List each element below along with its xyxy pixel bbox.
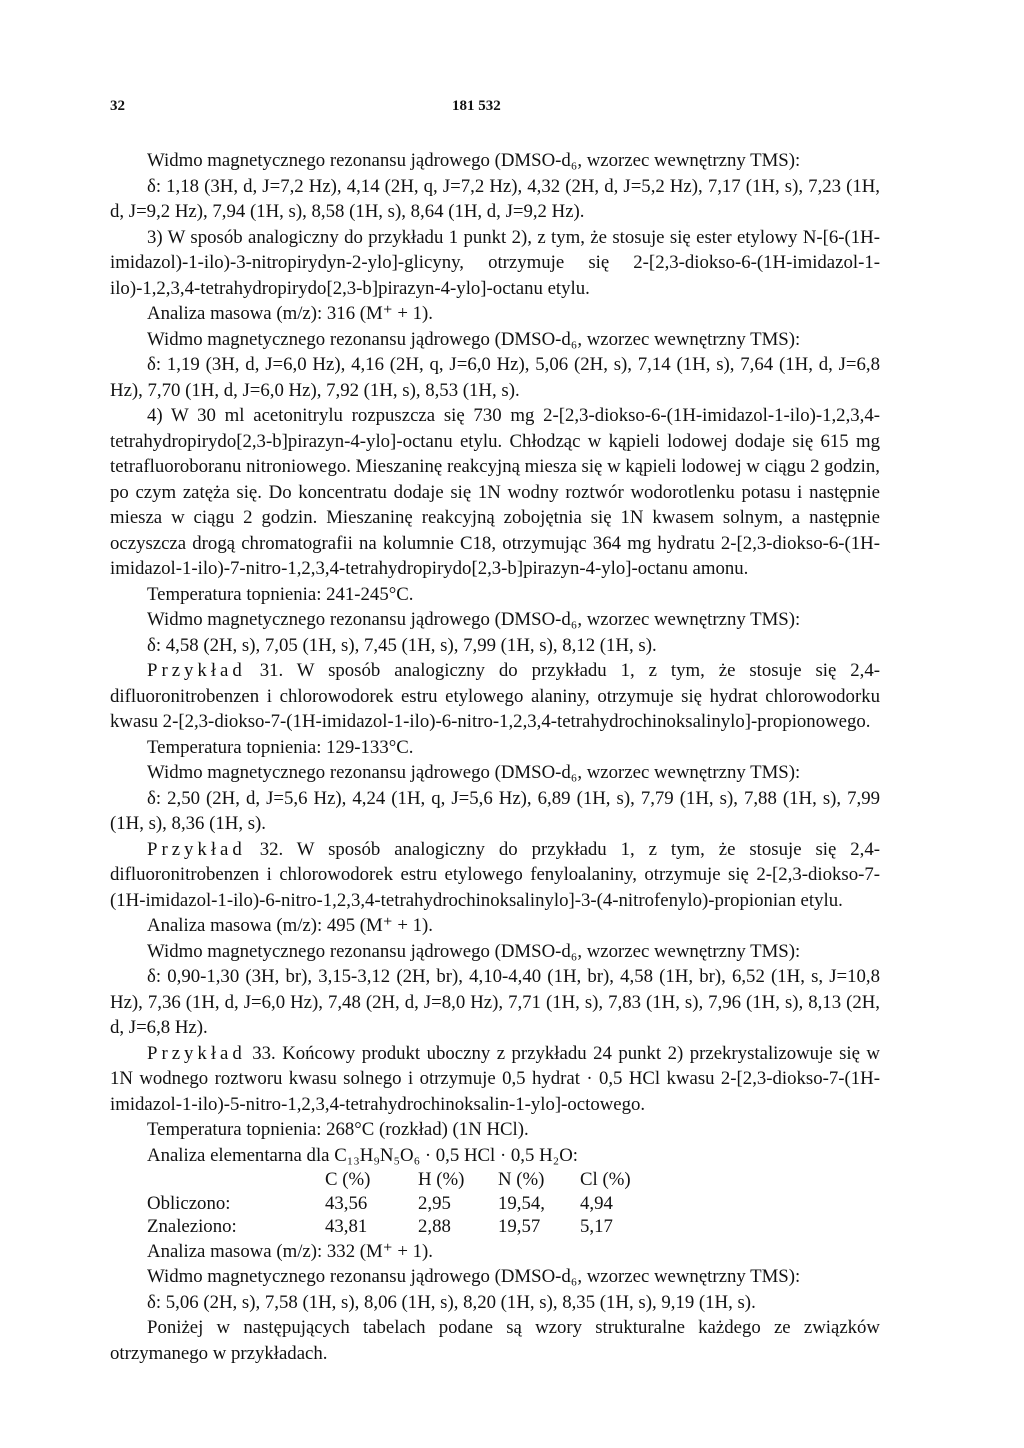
paragraph: Widmo magnetycznego rezonansu jądrowego (DMSO-d₆, wzorzec wewnętrzny TMS):: [147, 762, 801, 783]
table-cell: 43,81: [325, 1216, 368, 1237]
paragraph: Widmo magnetycznego rezonansu jądrowego (DMSO-d₆, wzorzec wewnętrzny TMS):: [147, 940, 801, 962]
paragraph: Analiza elementarna dla C₁₃H₉N₅O₆ · 0,5 HCl · 0,5 H₂O:: [147, 1144, 578, 1166]
page-header: [110, 98, 880, 118]
table-cell: 19,57: [498, 1216, 541, 1237]
table-cell: 2,95: [418, 1192, 451, 1214]
table-cell: 19,54,: [498, 1192, 545, 1214]
paragraph: Widmo magnetycznego rezonansu jądrowego (DMSO-d₆, wzorzec wewnętrzny TMS):: [147, 609, 801, 630]
paragraph: Temperatura topnienia: 241-245°C.: [147, 583, 414, 605]
example-label: Przykład: [147, 838, 246, 860]
table-cell: 2,88: [418, 1216, 451, 1237]
example-label: Przykład: [147, 1042, 246, 1064]
table-header-row: [147, 1168, 650, 1192]
table-row: [147, 1215, 650, 1239]
paragraph: Widmo magnetycznego rezonansu jądrowego (DMSO-d₆, wzorzec wewnętrzny TMS):: [147, 150, 801, 171]
table-cell: 43,56: [325, 1192, 368, 1214]
paragraph: 4) W 30 ml acetonitrylu rozpuszcza się 730 mg 2-[2,3-diokso-6-(1H-imidazol-1-ilo)-1,2,3,4-tetrahydropirydo[2,3-b]pirazyn-4-ylo]-octanu etylu. Chłodząc w kąpieli lodowej dodaje się 615 mg tetrafluoroboranu nitroniowego. Mieszaninę reakcyjną miesza się w kąpieli lodowej w ciągu 2 godzin, po czym zatęża się. Do koncentratu dodaje się 1N wodny roztwór wodorotlenku potasu i następnie miesza w ciągu 2 godzin. Mieszaninę reakcyjną zobojętnia się 1N kwasem solnym, a następnie oczyszcza drogą chromatografii na kolumnie C18, otrzymując 364 mg hydratu 2-[2,3-diokso-6-(1H-imidazol-1-ilo)-7-nitro-1,2,3,4-tetrahydropirydo[2,3-b]pirazyn-4-ylo]-octanu amonu.: [110, 405, 880, 579]
paragraph: δ: 4,58 (2H, s), 7,05 (1H, s), 7,45 (1H, s), 7,99 (1H, s), 8,12 (1H, s).: [147, 634, 657, 656]
table-header-cell: H (%): [418, 1169, 465, 1190]
table-row: [147, 1192, 650, 1216]
example-paragraph: [110, 658, 880, 735]
paragraph: Analiza masowa (m/z): 316 (M⁺ + 1).: [147, 303, 433, 324]
table-header-cell: Cl (%): [580, 1169, 631, 1190]
table-cell: 4,94: [580, 1192, 613, 1214]
paragraph: 3) W sposób analogiczny do przykładu 1 punkt 2), z tym, że stosuje się ester etylowy N-[6-(1H-imidazol)-1-ilo)-3-nitropirydyn-2-ylo]-glicyny, otrzymuje się 2-[2,3-diokso-6-(1H-imidazol-1-ilo)-1,2,3,4-tetrahydropirydo[2,3-b]pirazyn-4-ylo]-octanu etylu.: [110, 226, 880, 299]
paragraph: Analiza masowa (m/z): 332 (M⁺ + 1).: [147, 1240, 433, 1262]
example-text: 33. Końcowy produkt uboczny z przykładu 24 punkt 2) przekrystalizowuje się w 1N wodnego roztworu kwasu solnego i otrzymuje 0,5 hydrat · 0,5 HCl kwasu 2-[2,3-diokso-7-(1H-imidazol-1-ilo)-5-nitro-1,2,3,4-tetrahydrochinoksalin-1-ylo]-octowego.: [110, 1042, 880, 1115]
table-cell: Znaleziono:: [147, 1216, 237, 1237]
paragraph: δ: 2,50 (2H, d, J=5,6 Hz), 4,24 (1H, q, J=5,6 Hz), 6,89 (1H, s), 7,79 (1H, s), 7,88 (1H, s), 7,99 (1H, s), 8,36 (1H, s).: [110, 787, 880, 834]
table-cell: 5,17: [580, 1216, 613, 1237]
table-cell: Obliczono:: [147, 1192, 231, 1214]
paragraph: Temperatura topnienia: 268°C (rozkład) (1N HCl).: [147, 1119, 529, 1140]
paragraph: δ: 1,18 (3H, d, J=7,2 Hz), 4,14 (2H, q, J=7,2 Hz), 4,32 (2H, d, J=5,2 Hz), 7,17 (1H, s), 7,23 (1H, d, J=9,2 Hz), 7,94 (1H, s), 8,58 (1H, s), 8,64 (1H, d, J=9,2 Hz).: [110, 175, 880, 222]
table-header-cell: [147, 1168, 325, 1192]
paragraph: Widmo magnetycznego rezonansu jądrowego (DMSO-d₆, wzorzec wewnętrzny TMS):: [147, 1266, 801, 1287]
elemental-analysis-table: [147, 1168, 650, 1239]
paragraph: δ: 1,19 (3H, d, J=6,0 Hz), 4,16 (2H, q, J=6,0 Hz), 5,06 (2H, s), 7,14 (1H, s), 7,64 (1H, d, J=6,8 Hz), 7,70 (1H, d, J=6,0 Hz), 7,92 (1H, s), 8,53 (1H, s).: [110, 354, 880, 401]
paragraph: Poniżej w następujących tabelach podane są wzory strukturalne każdego ze związków otrzymanego w przykładach.: [110, 1317, 880, 1364]
page-number: 32: [110, 98, 125, 114]
paragraph: δ: 0,90-1,30 (3H, br), 3,15-3,12 (2H, br), 4,10-4,40 (1H, br), 4,58 (1H, br), 6,52 (1H, s, J=10,8 Hz), 7,36 (1H, d, J=6,0 Hz), 7,48 (2H, d, J=8,0 Hz), 7,71 (1H, s), 7,83 (1H, s), 7,96 (1H, s), 8,13 (2H, d, J=6,8 Hz).: [110, 966, 880, 1038]
document-body: [110, 148, 880, 1366]
table-header-cell: C (%): [325, 1169, 371, 1190]
patent-number: 181 532: [452, 98, 501, 114]
example-text: 32. W sposób analogiczny do przykładu 1, z tym, że stosuje się 2,4-difluoronitrobenzen i chlorowodorek estru etylowego fenyloalaniny, otrzymuje się 2-[2,3-diokso-7-(1H-imidazol-1-ilo)-6-nitro-1,2,3,4-tetrahydrochinoksalinylo]-3-(4-nitrofenylo)-propionian etylu.: [110, 838, 880, 911]
paragraph: Analiza masowa (m/z): 495 (M⁺ + 1).: [147, 915, 433, 936]
table-header-cell: N (%): [498, 1169, 545, 1190]
example-paragraph: [110, 837, 880, 914]
paragraph: Widmo magnetycznego rezonansu jądrowego (DMSO-d₆, wzorzec wewnętrzny TMS):: [147, 328, 801, 350]
paragraph: Temperatura topnienia: 129-133°C.: [147, 736, 414, 758]
example-paragraph: [110, 1041, 880, 1118]
example-label: Przykład: [147, 660, 246, 681]
example-text: 31. W sposób analogiczny do przykładu 1, z tym, że stosuje się 2,4-difluoronitrobenzen i chlorowodorek estru etylowego alaniny, otrzymuje się hydrat chlorowodorku kwasu 2-[2,3-diokso-7-(1H-imidazol-1-ilo)-6-nitro-1,2,3,4-tetrahydrochinoksalinylo]-propionowego.: [110, 660, 880, 732]
paragraph: δ: 5,06 (2H, s), 7,58 (1H, s), 8,06 (1H, s), 8,20 (1H, s), 8,35 (1H, s), 9,19 (1H, s).: [147, 1291, 756, 1313]
